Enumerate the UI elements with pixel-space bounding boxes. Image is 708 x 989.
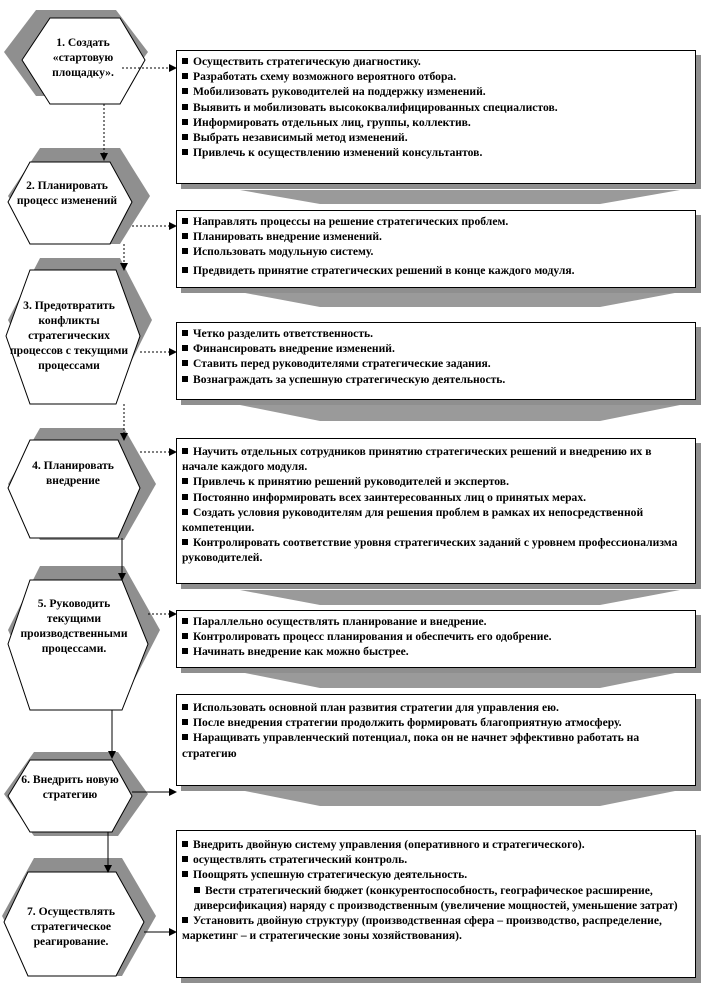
list-item: Мобилизовать руководителей на поддержку изменений. — [182, 84, 689, 99]
list-item: Осуществить стратегическую диагностику. — [182, 54, 689, 69]
step-4-label: 4. Планировать внедрение — [32, 459, 114, 487]
list-item: Ставить перед руководителями стратегические задания. — [182, 356, 689, 371]
chevron-icon — [240, 590, 680, 605]
list-item: Информировать отдельных лиц, группы, коллектив. — [182, 115, 689, 130]
chevron-icon — [240, 292, 680, 307]
list-item: Привлечь к принятию решений руководителей и экспертов. — [182, 474, 689, 489]
list-item: Использовать модульную систему. — [182, 244, 689, 259]
chevron-icon — [240, 790, 680, 806]
list-item: Направлять процессы на решение стратегических проблем. — [182, 214, 689, 229]
list-item: После внедрения стратегии продолжить формировать благоприятную атмосферу. — [182, 715, 689, 730]
list-item: Привлечь к осуществлению изменений консультантов. — [182, 145, 689, 160]
action-box-4 — [176, 438, 696, 584]
list-item: Финансировать внедрение изменений. — [182, 341, 689, 356]
list-item: Создать условия руководителям для решения проблем в рамках их непосредственной компетенции. — [182, 505, 644, 535]
action-box-2 — [176, 210, 696, 288]
list-item: Параллельно осуществлять планирование и внедрение. — [182, 614, 689, 629]
step-3-label: 3. Предотвратить конфликты стратегических процессов с текущими процессами — [9, 299, 129, 372]
list-item: Постоянно информировать всех заинтересованных лиц о принятых мерах. — [182, 490, 689, 505]
action-box-7 — [176, 830, 696, 978]
action-box-6 — [176, 694, 696, 786]
step-2-label: 2. Планировать процесс изменений — [16, 179, 118, 207]
list-item: Установить двойную структуру (производственная сфера – производство, распределение, маркетинг – и стратегические зоны хозяйствования). — [182, 914, 662, 943]
list-item: Использовать основной план развития стратегии для управления ею. — [182, 700, 689, 715]
list-item: Начинать внедрение как можно быстрее. — [182, 644, 689, 659]
list-item: Выбрать независимый метод изменений. — [182, 130, 689, 145]
step-1-label: 1. Создать «стартовую площадку». — [52, 36, 114, 79]
chevron-icon — [240, 405, 680, 421]
list-item: Контролировать соответствие уровня стратегических заданий с уровнем профессионализма руководителей. — [182, 536, 678, 565]
step-6-label: 6. Внедрить новую стратегию — [21, 773, 119, 801]
list-item: Четко разделить ответственность. — [182, 326, 689, 341]
list-item: Поощрять успешную стратегическую деятельность. — [182, 867, 689, 882]
list-item: Вести стратегический бюджет (конкурентоспособность, географическое расширение, диверсификация) наряду с производственным (увеличение мощностей, уменьшение затрат) — [194, 883, 678, 912]
list-item: осуществлять стратегический контроль. — [182, 852, 689, 867]
list-item: Внедрить двойную систему управления (оперативного и стратегического). — [182, 837, 689, 852]
list-item: Разработать схему возможного вероятного отбора. — [182, 69, 689, 84]
list-item: Выявить и мобилизовать высококвалифицированных специалистов. — [182, 100, 689, 115]
chevron-icon — [240, 190, 680, 204]
hexagon-step-4 — [8, 440, 140, 538]
list-item: Наращивать управленческий потенциал, пока он не начнет эффективно работать на стратегию — [182, 731, 640, 760]
list-item: Планировать внедрение изменений. — [182, 229, 689, 244]
list-item: Научить отдельных сотрудников принятию стратегических решений и внедрению их в начале каждого модуля. — [182, 445, 652, 474]
list-item: Вознаграждать за успешную стратегическую деятельность. — [182, 372, 689, 387]
action-box-5 — [176, 610, 696, 668]
step-7-label: 7. Осуществлять стратегическое реагирование. — [26, 905, 116, 948]
action-box-1 — [176, 50, 696, 184]
action-box-3 — [176, 322, 696, 400]
step-5-label: 5. Руководить текущими производственными процессами. — [20, 597, 128, 655]
list-item: Контролировать процесс планирования и обеспечить его одобрение. — [182, 629, 689, 644]
list-item: Предвидеть принятие стратегических решений в конце каждого модуля. — [182, 263, 689, 278]
chevron-icon — [240, 672, 680, 688]
hexagons — [2, 10, 160, 976]
